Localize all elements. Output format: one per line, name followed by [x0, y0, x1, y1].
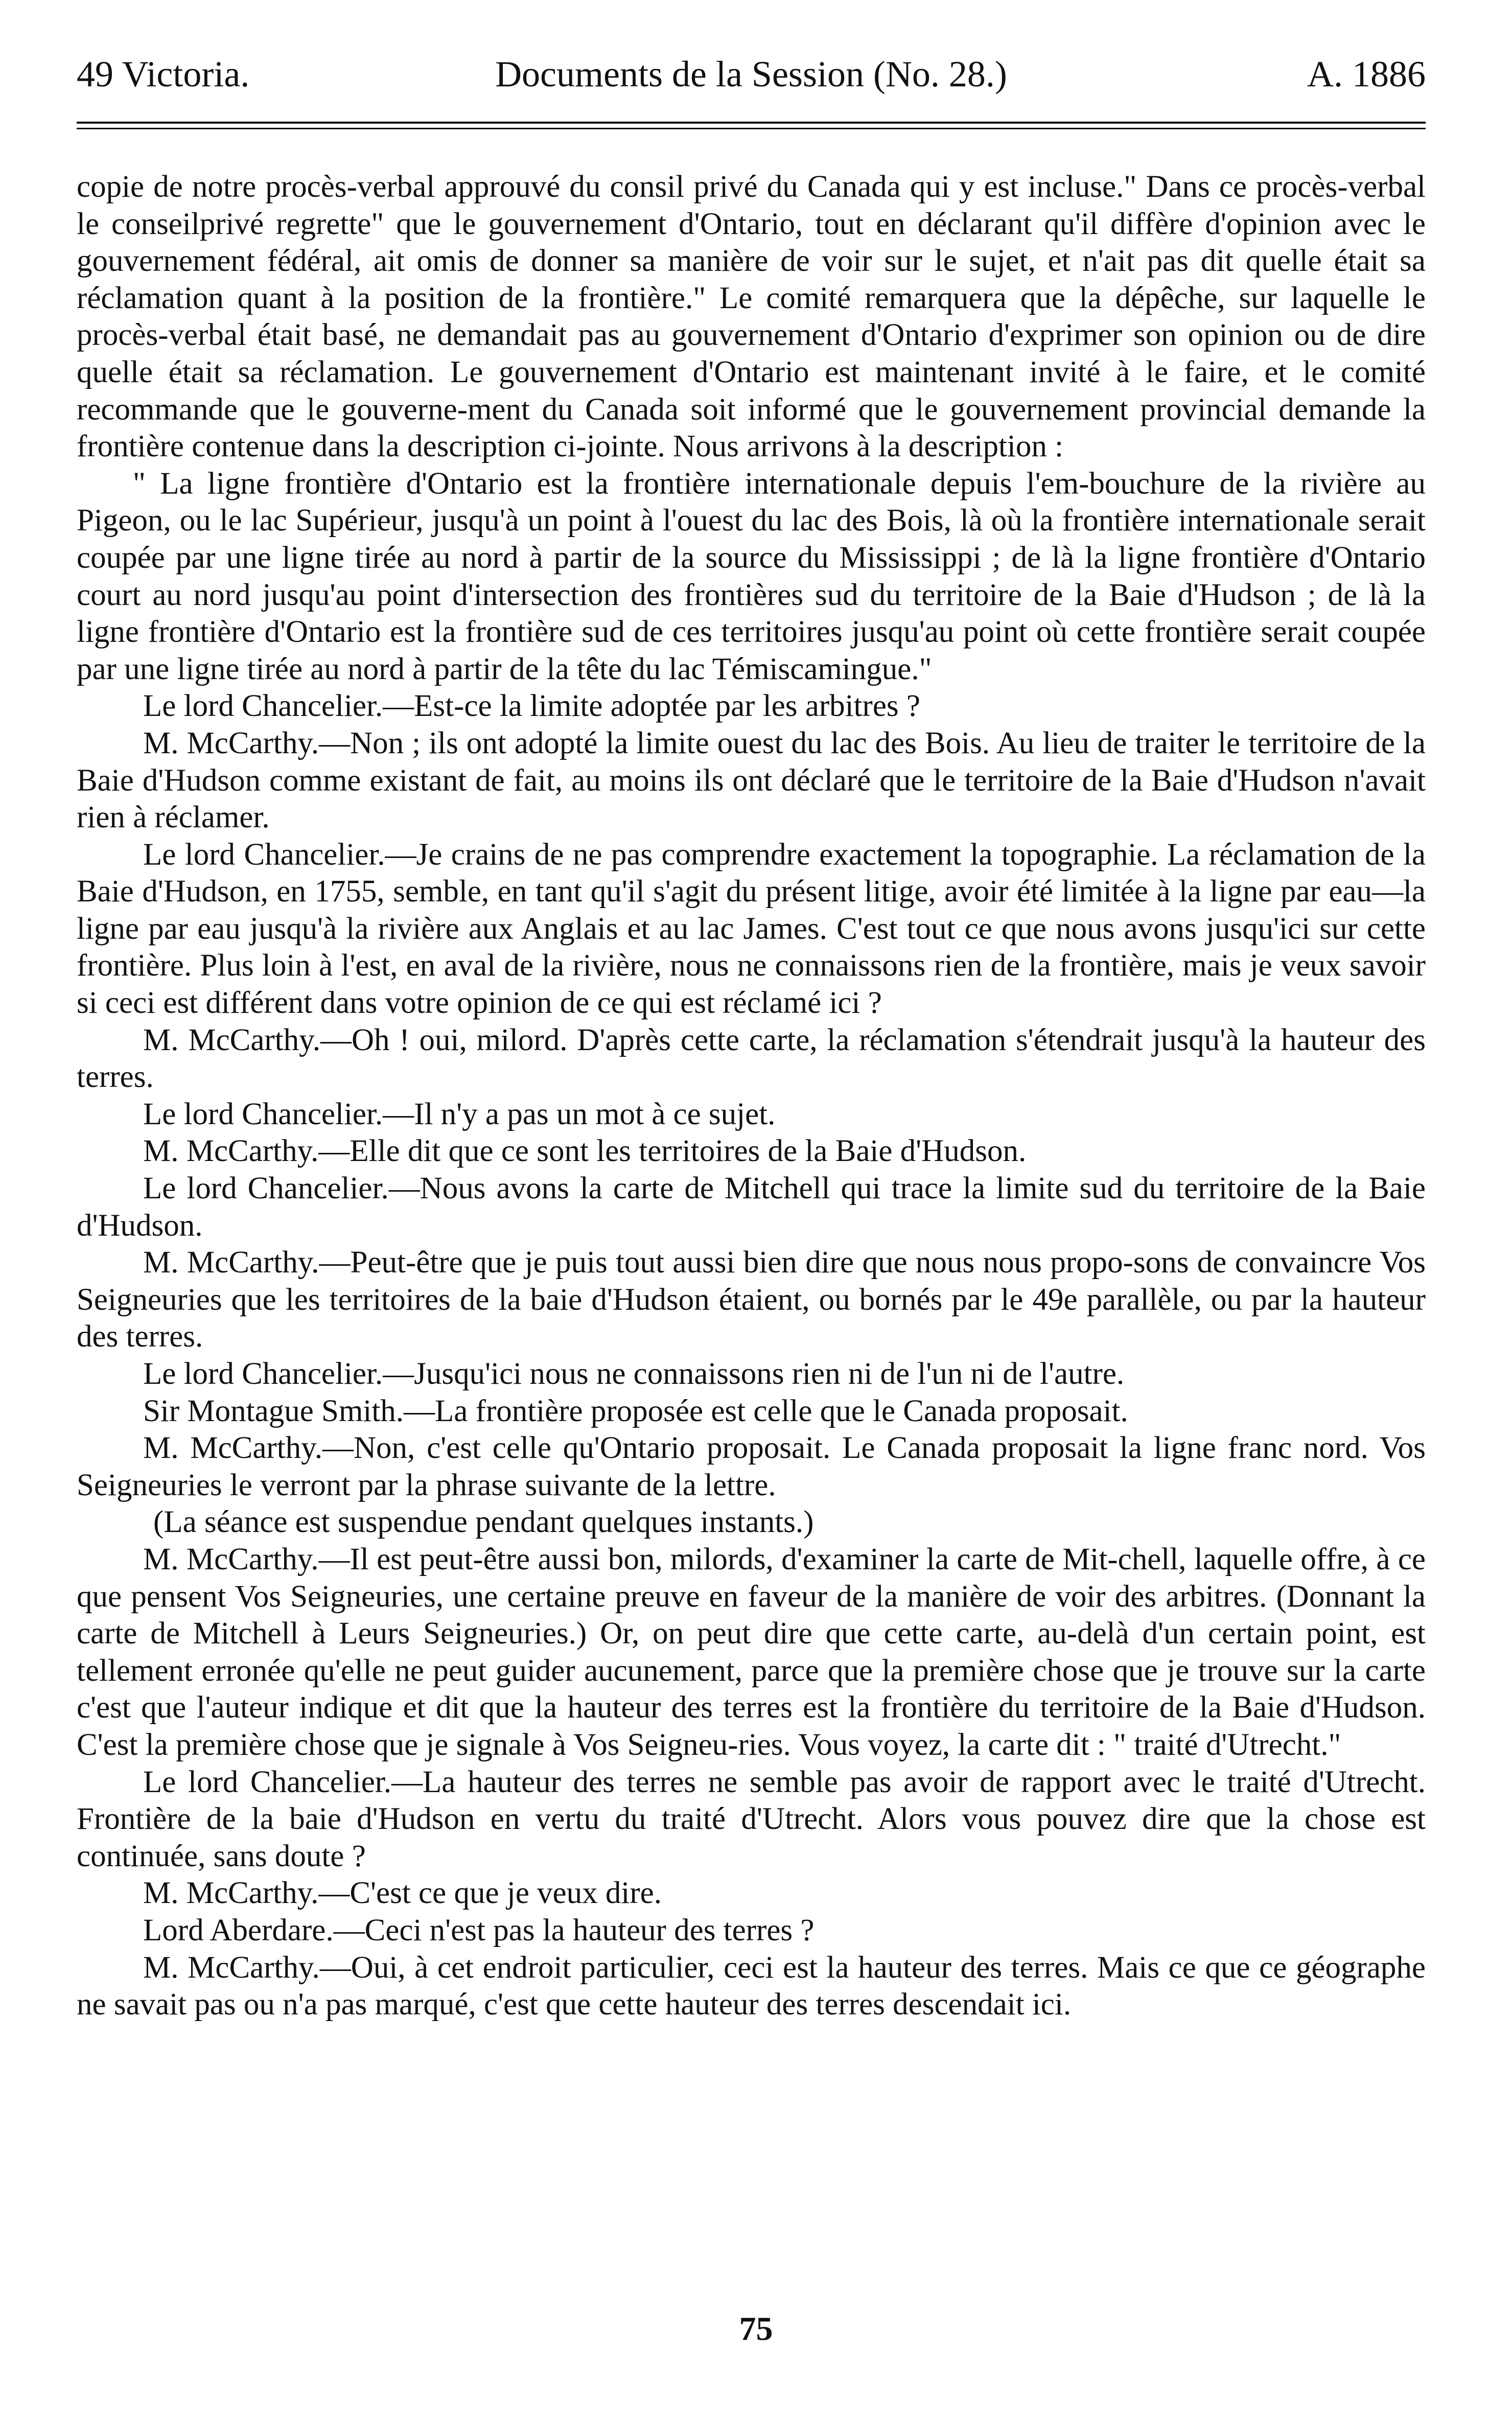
paragraph: Le lord Chancelier.—Je crains de ne pas comprendre exactement la topographie. La réclamation de la Baie d'Hudson, en 1755, semble, en tant qu'il s'agit du présent litige, avoir été limitée à la ligne par eau—la ligne par eau jusqu'à la rivière aux Anglais et au lac James. C'est tout ce que nous avons jusqu'ici sur cette frontière. Plus loin à l'est, en aval de la rivière, nous ne connaissons rien de la frontière, mais je veux savoir si ceci est différent dans votre opinion de ce qui est réclamé ici ? [77, 837, 1426, 1020]
header-rule-bottom [77, 128, 1426, 129]
header-rule-top [77, 122, 1426, 124]
page-number: 75 [739, 2310, 773, 2348]
paragraph: M. McCarthy.—Oh ! oui, milord. D'après cette carte, la réclamation s'étendrait jusqu'à la hauteur des terres. [77, 1023, 1426, 1095]
paragraph: Le lord Chancelier.—Est-ce la limite adoptée par les arbitres ? [143, 689, 920, 724]
header-regnal-year: 49 Victoria. [77, 54, 250, 95]
paragraph: M. McCarthy.—Elle dit que ce sont les territoires de la Baie d'Hudson. [143, 1134, 1027, 1169]
paragraph: copie de notre procès-verbal approuvé du consil privé du Canada qui y est incluse." Dans ce procès-verbal le conseilprivé regrette" que le gouvernement d'Ontario, tout en déclarant qu'il diffère d'opinion avec le gouvernement fédéral, ait omis de donner sa manière de voir sur le sujet, et n'ait pas dit quelle était sa réclamation quant à la position de la frontière." Le comité remarquera que la dépêche, sur laquelle le procès-verbal était basé, ne demandait pas au gouvernement d'Ontario d'exprimer son opinion ou de dire quelle était sa réclamation. Le gouvernement d'Ontario est maintenant invité à le faire, et le comité recommande que le gouverne-ment du Canada soit informé que le gouvernement provincial demande la frontière contenue dans la description ci-jointe. Nous arrivons à la description : [77, 170, 1426, 464]
header-title: Documents de la Session (No. 28.) [495, 54, 1007, 95]
header-year: A. 1886 [1307, 54, 1426, 95]
paragraph: Le lord Chancelier.—Il n'y a pas un mot à ce sujet. [143, 1097, 776, 1131]
running-header [77, 46, 1426, 102]
paragraph: M. McCarthy.—Oui, à cet endroit particulier, ceci est la hauteur des terres. Mais ce que ce géographe ne savait pas ou n'a pas marqué, c'est que cette hauteur des terres descendait ici. [77, 1950, 1426, 2022]
paragraph: Le lord Chancelier.—La hauteur des terres ne semble pas avoir de rapport avec le traité d'Utrecht. Frontière de la baie d'Hudson en vertu du traité d'Utrecht. Alors vous pouvez dire que la chose est continuée, sans doute ? [77, 1765, 1426, 1873]
paragraph: M. McCarthy.—C'est ce que je veux dire. [143, 1876, 662, 1911]
paragraph: Le lord Chancelier.—Jusqu'ici nous ne connaissons rien ni de l'un ni de l'autre. [143, 1357, 1125, 1391]
paragraph: M. McCarthy.—Non ; ils ont adopté la limite ouest du lac des Bois. Au lieu de traiter le territoire de la Baie d'Hudson comme existant de fait, au moins ils ont déclaré que le territoire de la Baie d'Hudson n'avait rien à réclamer. [77, 726, 1426, 835]
body-text [77, 169, 1426, 2024]
paragraph: Sir Montague Smith.—La frontière proposée est celle que le Canada proposait. [143, 1394, 1128, 1428]
paragraph: Le lord Chancelier.—Nous avons la carte de Mitchell qui trace la limite sud du territoire de la Baie d'Hudson. [77, 1171, 1426, 1243]
paragraph: M. McCarthy.—Il est peut-être aussi bon, milords, d'examiner la carte de Mit-chell, laquelle offre, à ce que pensent Vos Seigneuries, une certaine preuve en faveur de la manière de voir des arbitres. (Donnant la carte de Mitchell à Leurs Seigneuries.) Or, on peut dire que cette carte, au-delà d'un certain point, est tellement erronée qu'elle ne peut guider aucunement, parce que la première chose que je trouve sur la carte c'est que l'auteur indique et dit que la hauteur des terres est la frontière du territoire de la Baie d'Hudson. C'est la première chose que je signale à Vos Seigneu-ries. Vous voyez, la carte dit : " traité d'Utrecht." [77, 1542, 1426, 1762]
paragraph: (La séance est suspendue pendant quelques instants.) [153, 1505, 814, 1540]
paragraph: Lord Aberdare.—Ceci n'est pas la hauteur des terres ? [143, 1913, 815, 1947]
paragraph: M. McCarthy.—Peut-être que je puis tout aussi bien dire que nous nous propo-sons de convaincre Vos Seigneuries que les territoires de la baie d'Hudson étaient, ou bornés par le 49e parallèle, ou par la hauteur des terres. [77, 1245, 1426, 1354]
paragraph: M. McCarthy.—Non, c'est celle qu'Ontario proposait. Le Canada proposait la ligne franc nord. Vos Seigneuries le verront par la phrase suivante de la lettre. [77, 1431, 1426, 1502]
paragraph: " La ligne frontière d'Ontario est la frontière internationale depuis l'em-bouchure de la rivière au Pigeon, ou le lac Supérieur, jusqu'à un point à l'ouest du lac des Bois, là où la frontière internationale serait coupée par une ligne tirée au nord à partir de la source du Mississippi ; de là la ligne frontière d'Ontario court au nord jusqu'au point d'intersection des frontières sud du territoire de la Baie d'Hudson ; de là la ligne frontière d'Ontario est la frontière sud de ces territoires jusqu'au point où cette frontière serait coupée par une ligne tirée au nord à partir de la tête du lac Témiscamingue." [77, 466, 1426, 686]
